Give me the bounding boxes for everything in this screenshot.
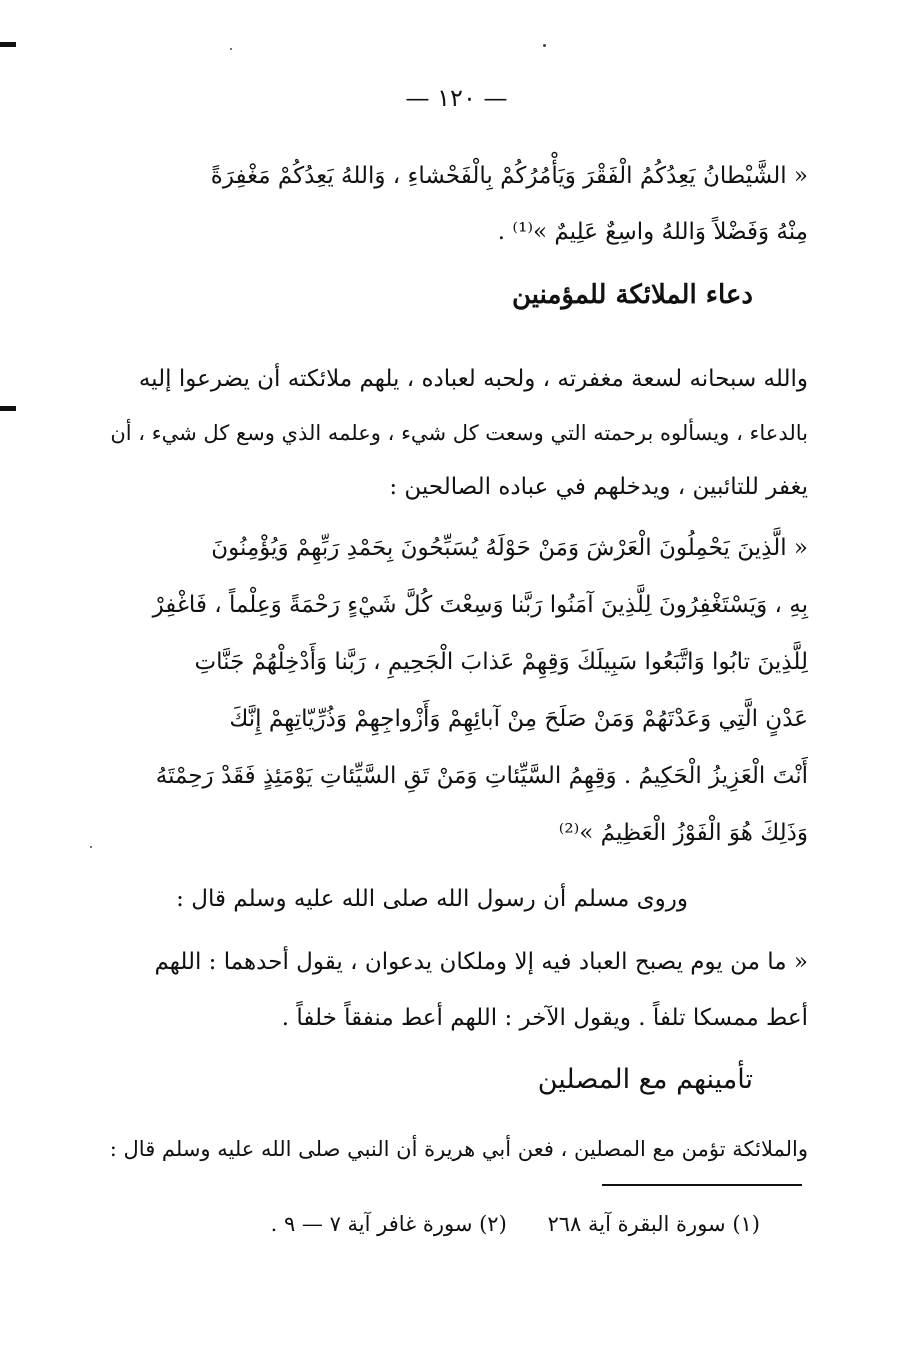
footnote-divider xyxy=(602,1184,802,1186)
verse-line: « الَّذِينَ يَحْمِلُونَ الْعَرْشَ وَمَنْ حَوْلَهُ يُسَبِّحُونَ بِحَمْدِ رَبِّهِمْ وَيُؤْمِنُونَ xyxy=(211,535,808,561)
quran-verse-1 xyxy=(108,148,808,260)
section-heading: تأمينهم مع المصلين xyxy=(537,1064,753,1095)
quran-verse-2 xyxy=(108,520,808,862)
paragraph-line: بالدعاء ، ويسألوه برحمته التي وسعت كل شيء ، وعلمه الذي وسع كل شيء ، أن xyxy=(110,421,808,445)
margin-mark xyxy=(0,42,16,47)
body-paragraph xyxy=(108,1124,808,1174)
ink-speck xyxy=(90,846,92,848)
verse-line: وَذَلِكَ هُوَ الْفَوْزُ الْعَظِيمُ »⁽²⁾ xyxy=(558,820,808,846)
hadith-line: أعط ممسكا تلفاً . ويقول الآخر : اللهم أعط منفقاً خلفاً . xyxy=(281,1005,808,1031)
hadith-quote xyxy=(108,934,808,1046)
verse-line: لِلَّذِينَ تابُوا وَاتَّبَعُوا سَبِيلَكَ وَقِهِمْ عَذابَ الْجَحِيمِ ، رَبَّنا وَأَدْخِلْهُمْ جَنَّاتِ xyxy=(194,649,808,675)
paragraph-line: والله سبحانه لسعة مغفرته ، ولحبه لعباده ، يلهم ملائكته أن يضرعوا إليه xyxy=(138,366,808,392)
narration-intro xyxy=(108,874,748,924)
margin-mark xyxy=(0,406,16,411)
verse-line: « الشَّيْطانُ يَعِدُكُمُ الْفَقْرَ وَيَأْمُرُكُمْ بِالْفَحْشاءِ ، وَاللهُ يَعِدُكُمْ مَغْفِرَةً xyxy=(210,163,808,189)
hadith-line: « ما من يوم يصبح العباد فيه إلا وملكان يدعوان ، يقول أحدهما : اللهم xyxy=(154,949,808,975)
verse-line: مِنْهُ وَفَضْلاً وَاللهُ واسِعٌ عَلِيمٌ »⁽¹⁾ . xyxy=(497,219,808,245)
verse-line: عَدْنٍ الَّتِي وَعَدْتَهُمْ وَمَنْ صَلَحَ مِنْ آبائِهِمْ وَأَزْواجِهِمْ وَذُرِّيّاتِهِمْ إِنَّكَ xyxy=(229,706,808,732)
verse-line: بِهِ ، وَيَسْتَغْفِرُونَ لِلَّذِينَ آمَنُوا رَبَّنا وَسِعْتَ كُلَّ شَيْءٍ رَحْمَةً وَعِلْماً ، فَاغْفِرْ xyxy=(152,592,808,618)
footnote-1: (١) سورة البقرة آية ٢٦٨ xyxy=(547,1212,760,1236)
verse-line: أَنْتَ الْعَزِيزُ الْحَكِيمُ . وَقِهِمُ السَّيِّئاتِ وَمَنْ تَقِ السَّيِّئاتِ يَوْمَئِذٍ فَقَدْ رَحِمْتَهُ xyxy=(155,763,808,789)
ink-speck xyxy=(543,44,546,47)
body-paragraph xyxy=(108,352,808,514)
section-heading: دعاء الملائكة للمؤمنين xyxy=(512,280,753,310)
page-number: — ١٢٠ — xyxy=(405,84,508,112)
footnotes xyxy=(230,1212,760,1236)
footnote-2: (٢) سورة غافر آية ٧ — ٩ . xyxy=(270,1212,507,1236)
paragraph-line: وروى مسلم أن رسول الله صلى الله عليه وسلم قال : xyxy=(176,886,688,912)
paragraph-line: والملائكة تؤمن مع المصلين ، فعن أبي هريرة أن النبي صلى الله عليه وسلم قال : xyxy=(109,1137,808,1161)
ink-speck xyxy=(230,48,232,50)
paragraph-line: يغفر للتائبين ، ويدخلهم في عباده الصالحين : xyxy=(389,474,808,500)
